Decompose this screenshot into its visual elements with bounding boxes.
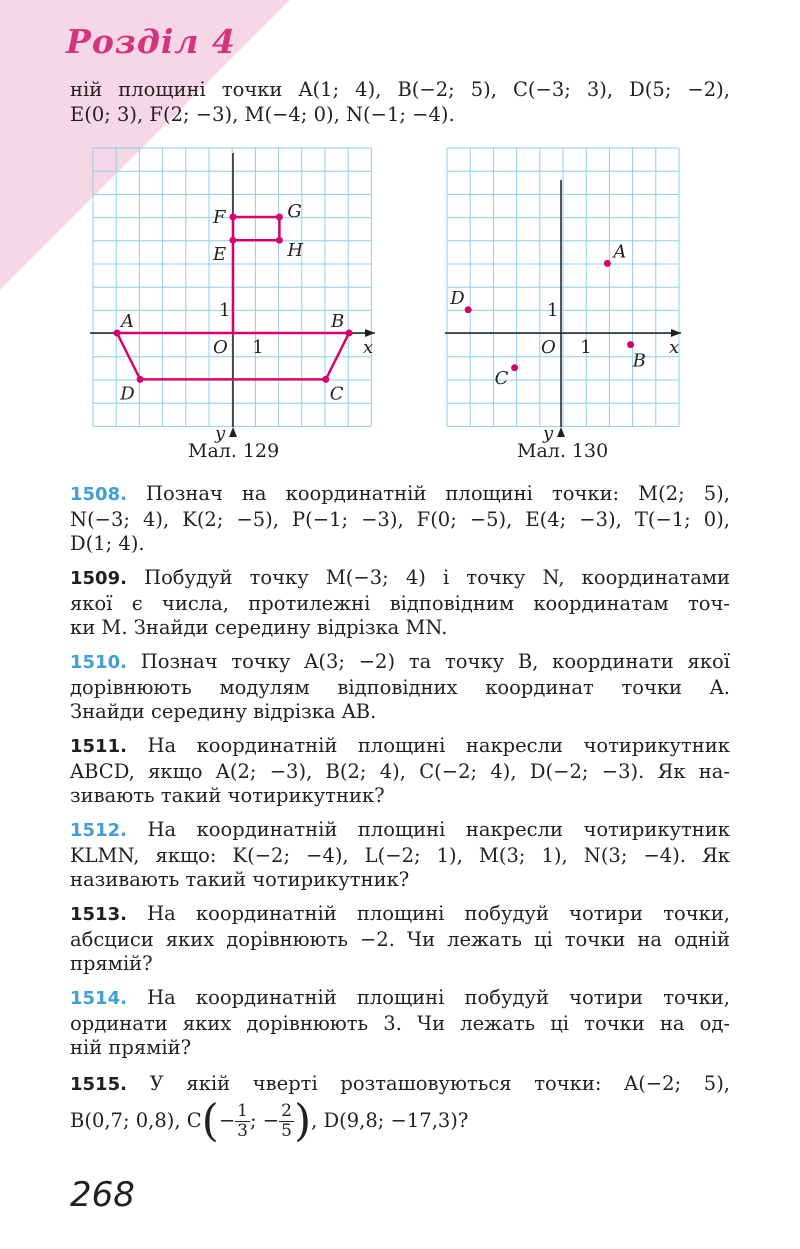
text-fragment: , D(9,8; −17,3)? bbox=[311, 1108, 469, 1132]
origin-label: O bbox=[213, 337, 228, 358]
problem-text: Познач точку A(3; −2) та точку B, координати якої bbox=[140, 650, 730, 673]
section-title: Розділ 4 bbox=[66, 22, 236, 61]
point-label-C: C bbox=[329, 383, 344, 405]
minus-sign: − bbox=[262, 1108, 280, 1132]
x-tick-label: 1 bbox=[580, 337, 592, 358]
x-axis-label: x bbox=[363, 337, 374, 358]
y-arrow-icon bbox=[557, 427, 565, 437]
problem-number: 1512. bbox=[70, 820, 127, 841]
problem-text: Познач на координатній площині точки: M(2; 5), bbox=[145, 482, 730, 505]
point-label-A: A bbox=[121, 311, 134, 332]
separator: ; bbox=[250, 1108, 257, 1132]
caption-130: Мал. 130 bbox=[517, 440, 609, 462]
problem-number: 1508. bbox=[70, 484, 127, 505]
point-A bbox=[604, 260, 611, 267]
fraction bbox=[279, 1102, 294, 1141]
problem-text: ABCD, якщо A(2; −3), B(2; 4), C(−2; 4), D(−2; −3). Як на- bbox=[70, 759, 730, 783]
point-label-F: F bbox=[213, 207, 226, 228]
grid bbox=[447, 148, 679, 426]
problem-text: KLMN, якщо: K(−2; −4), L(−2; 1), M(3; 1), N(3; −4). Як bbox=[70, 843, 730, 867]
x-axis-label: x bbox=[669, 337, 680, 358]
problem-1512 bbox=[70, 818, 730, 893]
rectangle-fghe bbox=[233, 217, 279, 240]
intro-line-2: E(0; 3), F(2; −3), M(−4; 0), N(−1; −4). bbox=[70, 102, 455, 126]
problem-1515 bbox=[70, 1072, 731, 1146]
point-C bbox=[511, 364, 518, 371]
problem-text: На координатній площині накресли чотирикутник bbox=[147, 818, 730, 841]
point-B bbox=[346, 330, 353, 337]
problem-number: 1511. bbox=[70, 736, 127, 757]
problem-1510 bbox=[70, 650, 730, 725]
point-label-B: B bbox=[331, 311, 345, 332]
numerator: 2 bbox=[281, 1100, 292, 1121]
y-axis-label: y bbox=[215, 423, 226, 444]
problem-text: D(1; 4). bbox=[70, 532, 145, 555]
intro-line-1: ній площині точки A(1; 4), B(−2; 5), C(−3; 3), D(5; −2), bbox=[70, 78, 730, 101]
text-fragment: B(0,7; 0,8), C bbox=[70, 1108, 202, 1132]
point-label-E: E bbox=[213, 244, 227, 266]
point-label-D: D bbox=[120, 383, 135, 405]
point-label-D: D bbox=[450, 287, 465, 309]
point-D bbox=[465, 306, 472, 313]
denominator: 3 bbox=[237, 1120, 248, 1141]
problem-text: ординати яких дорівнюють 3. Чи лежать ці точки на од- bbox=[70, 1011, 730, 1035]
problem-text: N(−3; 4), K(2; −5), P(−1; −3), F(0; −5), E(4; −3), T(−1; 0), bbox=[70, 507, 730, 531]
point-A bbox=[114, 330, 121, 337]
denominator: 5 bbox=[281, 1120, 292, 1141]
problem-1513 bbox=[70, 902, 730, 977]
y-tick-label: 1 bbox=[547, 299, 559, 321]
problem-number: 1515. bbox=[70, 1074, 127, 1095]
problem-text: На координатній площині побудуй чотири точки, bbox=[147, 986, 730, 1009]
problem-text: Знайди середину відрізка AB. bbox=[70, 700, 377, 723]
point-D bbox=[137, 376, 144, 383]
problem-1508 bbox=[70, 482, 730, 557]
point-B bbox=[627, 341, 634, 348]
fraction bbox=[235, 1102, 250, 1141]
problem-text: називають такий чотирикутник? bbox=[70, 868, 410, 891]
minus-sign: − bbox=[218, 1108, 236, 1132]
problem-text: ки M. Знайди середину відрізка MN. bbox=[70, 616, 448, 639]
problem-text: якої є числа, протилежні відповідним координатам точ- bbox=[70, 591, 730, 615]
point-C bbox=[322, 376, 329, 383]
problem-text: дорівнюють модулям відповідних координат точки A. bbox=[70, 675, 730, 699]
page-number: 268 bbox=[70, 1175, 135, 1215]
intro-text bbox=[70, 78, 730, 127]
problem-number: 1509. bbox=[70, 568, 127, 589]
problem-text: На координатній площині накресли чотирикутник bbox=[147, 734, 730, 757]
point-label-B: B bbox=[632, 350, 646, 372]
problem-text bbox=[70, 1094, 730, 1146]
problem-1511 bbox=[70, 734, 730, 809]
left-paren: ( bbox=[201, 1094, 219, 1146]
problem-text: абсциси яких дорівнюють −2. Чи лежать ці точки на одній bbox=[70, 927, 730, 951]
problem-number: 1510. bbox=[70, 652, 127, 673]
x-tick-label: 1 bbox=[252, 337, 264, 358]
point-H bbox=[276, 237, 283, 244]
problem-text: Побудуй точку M(−3; 4) і точку N, координатами bbox=[144, 566, 730, 589]
x-arrow-icon bbox=[365, 329, 375, 337]
problem-1514 bbox=[70, 986, 730, 1061]
y-axis-label: y bbox=[543, 423, 554, 444]
figure-129 bbox=[90, 145, 380, 444]
problem-text: зивають такий чотирикутник? bbox=[70, 784, 385, 807]
point-label-C: C bbox=[494, 367, 509, 389]
right-paren: ) bbox=[293, 1094, 312, 1146]
problem-text: ній прямій? bbox=[70, 1036, 192, 1059]
origin-label: O bbox=[541, 337, 556, 358]
point-label-H: H bbox=[287, 240, 304, 262]
y-tick-label: 1 bbox=[219, 299, 231, 321]
point-label-G: G bbox=[287, 201, 302, 222]
y-arrow-icon bbox=[229, 427, 237, 437]
problem-text: прямій? bbox=[70, 952, 153, 975]
problem-1509 bbox=[70, 566, 730, 641]
problem-number: 1514. bbox=[70, 988, 127, 1009]
problem-text: У якій чверті розташовуються точки: A(−2; 5), bbox=[149, 1072, 731, 1095]
figure-130 bbox=[445, 145, 685, 444]
point-E bbox=[230, 237, 237, 244]
problem-text: На координатній площині побудуй чотири точки, bbox=[147, 902, 730, 925]
caption-129: Мал. 129 bbox=[188, 440, 280, 462]
numerator: 1 bbox=[237, 1100, 248, 1121]
point-G bbox=[276, 214, 283, 221]
point-F bbox=[230, 214, 237, 221]
point-label-A: A bbox=[613, 241, 627, 263]
problem-number: 1513. bbox=[70, 904, 127, 925]
